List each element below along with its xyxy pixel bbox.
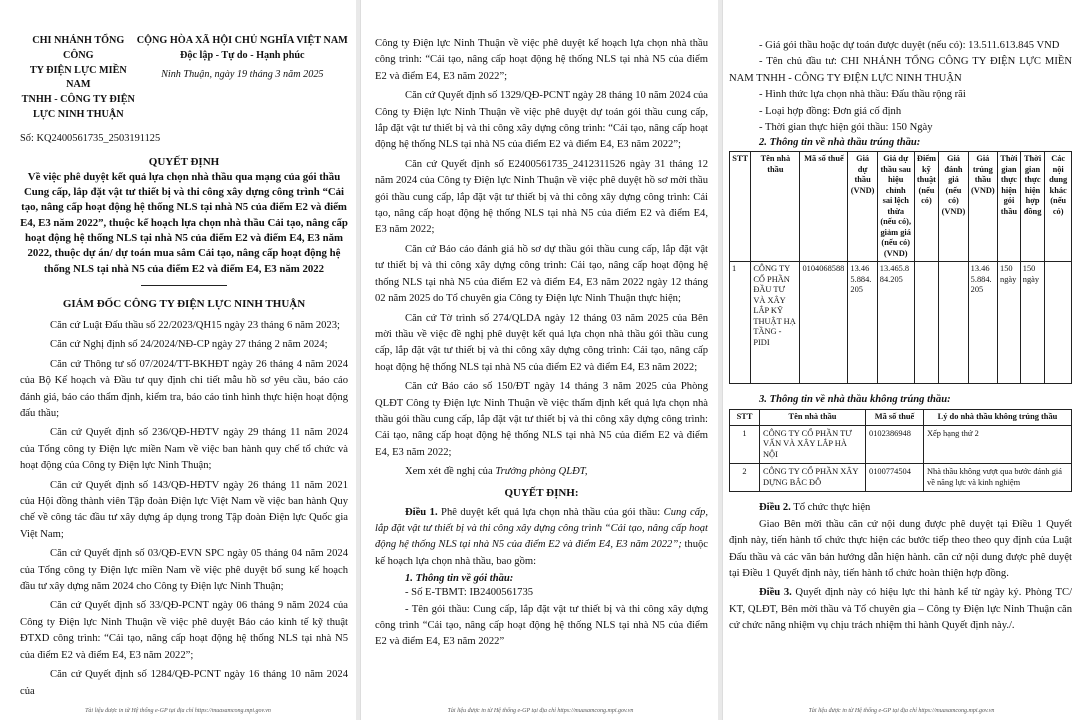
review-note — [375, 464, 708, 480]
package-name: - Tên gói thầu: Cung cấp, lắp đặt vật tư thiết bị và thi công xây dựng công trình “Cải tạo, nâng cấp hoạt động hệ thống NLS tại nhà N5 của điểm E2 và điểm E4, E3 năm 2022” — [375, 603, 708, 648]
legal-basis-paragraph: Căn cứ Quyết định số E2400561735_2412311526 ngày 31 tháng 12 năm 2024 của Công ty Điện lực Ninh Thuận về việc phê duyệt hồ sơ mời thầu gói thầu cung cấp, lắp đặt vật tư thiết bị và thi công xây dựng công trình: Cải tạo, nâng cấp hoạt động hệ thống NLS tại nhà N5 của điểm E2 và điểm E4, E3 năm 2022; — [375, 158, 708, 236]
column-header: Giá trúng thầu (VND) — [968, 152, 997, 262]
table-cell: CÔNG TY CỔ PHẦN XÂY DỰNG BẮC ĐÔ — [760, 464, 866, 492]
article-1-text: Phê duyệt kết quả lựa chọn nhà thầu của gói thầu: — [437, 506, 664, 518]
legal-basis-paragraph: Công ty Điện lực Ninh Thuận về việc phê duyệt kế hoạch lựa chọn nhà thầu công trình: “Cải tạo, nâng cấp hoạt động hệ thống NLS tại nhà N5 của điểm E2 và điểm E4, E3 năm 2022”; — [375, 38, 708, 82]
table-cell: Xếp hạng thứ 2 — [924, 425, 1072, 464]
document-header — [20, 34, 348, 123]
table-row — [730, 464, 1072, 492]
section-losing-bidders: 3. Thông tin về nhà thầu không trúng thầu: — [759, 394, 951, 406]
column-header: Các nội dung khác (nếu có) — [1045, 152, 1072, 262]
column-header: Mã số thuế — [866, 410, 924, 426]
article-1-label: Điều 1. — [405, 506, 438, 518]
issuing-organization — [20, 34, 137, 123]
table-cell — [1045, 262, 1072, 384]
article-2-label: Điều 2. — [759, 502, 791, 514]
document-page-2 — [360, 0, 720, 720]
contract-type: - Loại hợp đồng: Đơn giá cố định — [759, 105, 902, 117]
column-header: Giá dự thầu (VND) — [848, 152, 877, 262]
investor-name: - Tên chủ đầu tư: CHI NHÁNH TỔNG CÔNG TY ĐIỆN LỰC MIỀN NAM TNHH - CÔNG TY ĐIỆN LỰC NINH THUẬN — [729, 56, 1072, 84]
losing-bidders-table — [729, 409, 1072, 492]
table-header-row — [730, 152, 1072, 262]
legal-basis-paragraph: Căn cứ Quyết định số 236/QĐ-HĐTV ngày 29 tháng 11 năm 2024 của Tổng công ty Điện lực miền Nam về việc ban hành quy chế tổ chức và hoạt động của Công ty Điện lực Ninh Thuận; — [20, 427, 348, 472]
page-footer: Tài liệu được in từ Hệ thống e-GP tại địa chỉ https://muasamcong.mpi.gov.vn — [808, 708, 995, 714]
article-2 — [729, 500, 1072, 516]
column-header: Mã số thuế — [800, 152, 848, 262]
table-row — [730, 425, 1072, 464]
legal-basis-paragraph: Căn cứ Thông tư số 07/2024/TT-BKHĐT ngày 26 tháng 4 năm 2024 của Bộ Kế hoạch và Đầu tư quy định chi tiết mẫu hồ sơ yêu cầu, báo cáo đánh giá, báo cáo thẩm định, kiểm tra, báo cáo tình hình thực hiện hoạt động đấu thầu; — [20, 358, 348, 420]
review-note-department: Trưởng phòng QLĐT, — [495, 466, 588, 478]
column-header: Tên nhà thầu — [760, 410, 866, 426]
article-1-tail: thuộc kế hoạch lựa chọn nhà thầu, bao gồm: — [375, 539, 708, 567]
table-cell: 13.465.884.205 — [968, 262, 997, 384]
section-winning-bidder: 2. Thông tin về nhà thầu trúng thầu: — [759, 137, 921, 149]
org-line: LỰC NINH THUẬN — [33, 108, 124, 120]
page-footer: Tài liệu được in từ Hệ thống e-GP tại địa chỉ https://muasamcong.mpi.gov.vn — [447, 708, 634, 714]
article-3 — [729, 585, 1072, 634]
column-header: Giá đánh giá (nếu có) (VND) — [939, 152, 968, 262]
article-2-body: Giao Bên mời thầu căn cứ nội dung được phê duyệt tại Điều 1 Quyết định này, tiến hành tổ chức thực hiện các bước tiếp theo theo quy định của Luật Đấu thầu và các văn bản hướng dẫn hiện hành. căn cứ nội dung được phê duyệt tại Điều 1 Quyết định này, tiến hành tổ chức hoàn thiện hợp đồng. — [729, 518, 1072, 580]
document-page-3 — [722, 0, 1080, 720]
national-header — [137, 34, 348, 123]
legal-basis-paragraph: Căn cứ Quyết định số 143/QĐ-HĐTV ngày 26 tháng 11 năm 2021 của Hội đồng thành viên Tập đoàn Điện lực Việt Nam về việc ban hành Quy chế về công tác đầu tư xây dựng áp dụng trong Tập đoàn Điện lực Quốc gia Việt Nam; — [20, 479, 348, 540]
legal-basis-paragraph: Căn cứ Báo cáo đánh giá hồ sơ dự thầu gói thầu cung cấp, lắp đặt vật tư thiết bị và thi công xây dựng công trình: Cải tạo, nâng cấp hoạt động hệ thống NLS tại nhà N5 của điểm E2 và điểm E4, E3 năm 2022 ngày 12 tháng 02 năm 2025 do Tổ chuyên gia Công ty Điện lực Ninh Thuận thực hiện; — [375, 243, 708, 305]
legal-basis-paragraph: Căn cứ Báo cáo số 150/ĐT ngày 14 tháng 3 năm 2025 của Phòng QLĐT Công ty Điện lực Ninh Thuận về việc thẩm định kết quả lựa chọn nhà thầu gói thầu cung cấp, lắp đặt vật tư thiết bị và thi công xây dựng công trình: Cải tạo, nâng cấp hoạt động hệ thống NLS tại nhà N5 của điểm E2 và điểm E4, E3 năm 2022; — [375, 381, 708, 458]
package-price: - Giá gói thầu hoặc dự toán được duyệt (nếu có): 13.511.613.845 VND — [759, 40, 1060, 51]
column-header: Tên nhà thầu — [751, 152, 800, 262]
table-cell: 0104068588 — [800, 262, 848, 384]
table-header-row — [730, 410, 1072, 426]
winning-bidder-table — [729, 151, 1072, 384]
article-3-label: Điều 3. — [759, 587, 792, 599]
motto: Độc lập - Tự do - Hạnh phúc — [180, 49, 305, 61]
table-cell: 0102386948 — [866, 425, 924, 464]
table-cell: 150 ngày — [1020, 262, 1045, 384]
table-cell: 0100774504 — [866, 464, 924, 492]
document-number: Số: KQ2400561735_2503191125 — [20, 132, 161, 144]
table-cell: 13.465.884.205 — [848, 262, 877, 384]
page-gutter — [718, 0, 722, 720]
table-cell: CÔNG TY CỔ PHẦN ĐẦU TƯ VÀ XÂY LẮP KỸ THUẬT HẠ TẦNG - PIDI — [751, 262, 800, 384]
article-3-text: Quyết định này có hiệu lực thi hành kể từ ngày ký. Phòng TC/ KT, QLĐT, Bên mời thầu và Tổ chuyên gia – Công ty Điện lực Ninh Thuận căn cứ chức năng nhiệm vụ chịu trách nhiệm thi hành Quyết định này./. — [729, 587, 1073, 632]
column-header: STT — [730, 152, 751, 262]
org-line: CHI NHÁNH TỔNG CÔNG — [32, 35, 125, 61]
column-header: Giá dự thầu sau hiệu chỉnh sai lệch thừa (nếu có), giảm giá (nếu có) (VND) — [877, 152, 914, 262]
org-line: TY ĐIỆN LỰC MIỀN NAM — [29, 64, 127, 91]
director-title: GIÁM ĐỐC CÔNG TY ĐIỆN LỰC NINH THUẬN — [62, 297, 306, 310]
section-package-info: 1. Thông tin về gói thầu: — [405, 573, 514, 585]
legal-basis-paragraph: Căn cứ Quyết định số 03/QĐ-EVN SPC ngày 05 tháng 04 năm 2024 của Tổng công ty Điện lực miền Nam về việc phê duyệt bổ sung kế hoạch đầu tư xây dựng năm 2024 cho Công ty Điện lực Ninh Thuận; — [20, 548, 348, 593]
table-cell: 2 — [730, 464, 760, 492]
decision-title: QUYẾT ĐỊNH — [148, 155, 220, 168]
article-1-package: Cung cấp, lắp đặt vật tư thiết bị và thi công xây dựng công trình “Cải tạo, nâng cấp hoạt động hệ thống NLS tại nhà N5 của điểm E2 và điểm E4, E3 năm 2022”; — [375, 506, 708, 551]
article-2-text: Tổ chức thực hiện — [790, 502, 871, 514]
article-1 — [375, 505, 708, 571]
table-cell: Nhà thầu không vượt qua bước đánh giá về năng lực và kinh nghiệm — [924, 464, 1072, 492]
table-cell: 13.465.884.205 — [877, 262, 914, 384]
column-header: Thời gian thực hiện gói thầu — [998, 152, 1021, 262]
table-cell: 1 — [730, 262, 751, 384]
review-note-text: Xem xét đề nghị của — [405, 466, 496, 478]
legal-basis-paragraph: Căn cứ Quyết định số 33/QĐ-PCNT ngày 06 tháng 9 năm 2024 của Công ty Điện lực Ninh Thuận về việc phê duyệt Báo cáo kinh tế kỹ thuật ĐTXD công trình: “Cải tạo, nâng cấp hoạt động hệ thống NLS tại nhà N5 của điểm E2 và điểm E4, E3 năm 2022”; — [20, 600, 348, 661]
table-cell: 1 — [730, 425, 760, 464]
legal-basis-paragraph: Căn cứ Quyết định số 1284/QĐ-PCNT ngày 16 tháng 10 năm 2024 của — [20, 669, 348, 697]
e-tbmt-number: - Số E-TBMT: IB2400561735 — [405, 587, 534, 599]
divider-line — [141, 285, 227, 286]
table-cell: 150 ngày — [998, 262, 1021, 384]
selection-form: - Hình thức lựa chọn nhà thầu: Đấu thầu rộng rãi — [759, 89, 966, 101]
org-line: TNHH - CÔNG TY ĐIỆN — [21, 94, 135, 106]
column-header: Lý do nhà thầu không trúng thầu — [924, 410, 1072, 426]
legal-basis-paragraph: Căn cứ Luật Đấu thầu số 22/2023/QH15 ngày 23 tháng 6 năm 2023; — [50, 319, 340, 331]
legal-basis-paragraph: Căn cứ Nghị định số 24/2024/NĐ-CP ngày 27 tháng 2 năm 2024; — [50, 339, 328, 351]
execution-time: - Thời gian thực hiện gói thầu: 150 Ngày — [759, 122, 933, 134]
table-row — [730, 262, 1072, 384]
legal-basis-paragraph: Căn cứ Quyết định số 1329/QĐ-PCNT ngày 28 tháng 10 năm 2024 của Công ty Điện lực Ninh Thuận về việc phê duyệt dự toán gói thầu cung cấp, lắp đặt vật tư thiết bị và thi công xây dựng công trình: “Cải tạo, nâng cấp hoạt động hệ thống NLS tại nhà N5 của điểm E2 và điểm E4, E3 năm 2022”; — [375, 90, 708, 151]
column-header: Thời gian thực hiện hợp đồng — [1020, 152, 1045, 262]
table-cell — [914, 262, 939, 384]
table-cell — [939, 262, 968, 384]
legal-basis-paragraph: Căn cứ Tờ trình số 274/QLDA ngày 12 tháng 03 năm 2025 của Bên mời thầu về việc đề nghị phê duyệt kết quả lựa chọn nhà thầu gói thầu cung cấp, lắp đặt vật tư thiết bị và thi công xây dựng công trình: Cải tạo, nâng cấp hoạt động hệ thống NLS tại nhà N5 của điểm E2 và điểm E4, E3 năm 2022; — [375, 312, 708, 373]
table-cell: CÔNG TY CỔ PHẦN TƯ VẤN VÀ XÂY LẮP HÀ NỘI — [760, 425, 866, 464]
page-footer: Tài liệu được in từ Hệ thống e-GP tại địa chỉ https://muasamcong.mpi.gov.vn — [85, 708, 271, 714]
decides-heading: QUYẾT ĐỊNH: — [504, 486, 579, 499]
document-date: Ninh Thuận, ngày 19 tháng 3 năm 2025 — [161, 68, 324, 80]
nation-title: CỘNG HÒA XÃ HỘI CHỦ NGHĨA VIỆT NAM — [136, 35, 348, 46]
document-page-1 — [0, 0, 356, 720]
page-gutter — [356, 0, 360, 720]
column-header: Điểm kỹ thuật (nếu có) — [914, 152, 939, 262]
column-header: STT — [730, 410, 760, 426]
decision-subject: Về việc phê duyệt kết quả lựa chọn nhà thầu qua mạng của gói thầu Cung cấp, lắp đặt vật tư thiết bị và thi công xây dựng công trình “Cải tạo, nâng cấp hoạt động hệ thống NLS tại nhà N5 của điểm E2 và điểm E4, E3 năm 2022”, thuộc kế hoạch lựa chọn nhà thầu Cải tạo, nâng cấp hoạt động hệ thống NLS tại nhà N5 của điểm E2 và điểm E4, E3 năm 2022, thuộc dự án/ dự toán mua sắm Cải tạo, nâng cấp hoạt động hệ thống NLS tại nhà N5 của điểm E2 và điểm E4, E3 năm 2022 — [20, 170, 348, 275]
